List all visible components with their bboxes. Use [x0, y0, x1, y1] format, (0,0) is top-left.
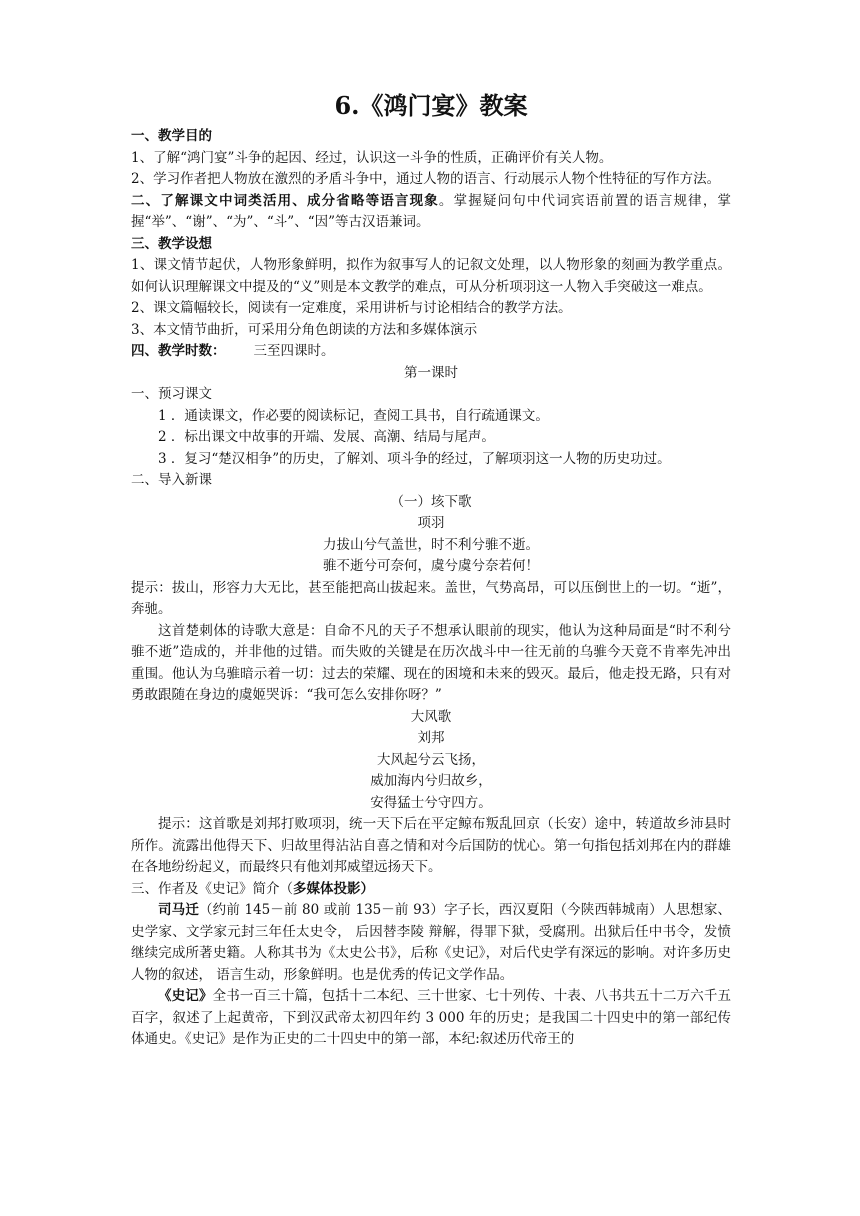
paragraph — [131, 900, 731, 986]
document-title: 6.《鸿门宴》教案 — [334, 91, 528, 120]
poem-line: 安得猛士兮守四方。 — [370, 794, 492, 811]
book-text: 全书一百三十篇，包括十二本纪、三十世家、七十列传、十表、八书共五十二万六千五百字，叙述了上起黄帝，下到汉武帝太初四年约 3 000 年的历史；是我国二十四史中的第一部纪传体通史。《史记》是作为正史的二十四史中的第一部，本纪:叙述历代帝王的 — [131, 988, 732, 1047]
list-item: 2 ．标出课文中故事的开端、发展、高潮、结局与尾声。 — [158, 429, 495, 445]
poem-line: 力拔山兮气盖世，时不利兮骓不逝。 — [323, 536, 539, 553]
poem-title: 大风歌 — [410, 708, 452, 725]
section-heading: 三、教学设想 — [131, 235, 212, 252]
paragraph — [131, 341, 731, 363]
book-name: 《史记》 — [158, 988, 213, 1004]
paragraph: 3、本文情节曲折，可采用分角色朗读的方法和多媒体演示 — [131, 321, 478, 338]
section-heading: 二、了解课文中词类活用、成分省略等语言现象 — [131, 192, 439, 209]
poem-line: 骓不逝兮可奈何，虞兮虞兮奈若何！ — [323, 558, 539, 574]
paragraph — [131, 986, 731, 1051]
section-text: 三至四课时。 — [253, 343, 335, 359]
section-heading: 一、教学目的 — [131, 128, 212, 144]
subsection-heading — [131, 879, 731, 901]
list-item: 3 ．复习“楚汉相争”的历史，了解刘、项斗争的经过，了解项羽这一人物的历史功过。 — [158, 450, 671, 467]
list-item: 1 ．通读课文，作必要的阅读标记，查阅工具书，自行疏通课文。 — [158, 407, 549, 424]
author-text: （约前 145－前 80 或前 135－前 93）字子长，西汉夏阳（今陕西韩城南）人思想家、史学家、文学家元封三年任太史令， 后因替李陵 辩解，得罪下狱，受腐刑。出狱后任中书令，发愤继续完成所著史籍。人称其书为《太史公书》，后称《史记》，对后代史学有深远的影响。对许多历史人物的叙述， 语言生动，形象鲜明。也是优秀的传记文学作品。 — [131, 902, 731, 983]
poem-line: 大风起兮云飞扬， — [377, 751, 485, 768]
poem-line: 威加海内兮归故乡， — [370, 773, 492, 789]
subsection-heading-text: 三、作者及《史记》简介（ — [131, 880, 293, 897]
section-text: 。掌握疑问句中代词宾语前置的语言规律，掌握“举”、“谢”、“为”、“斗”、“因”等古汉语兼词。 — [131, 192, 732, 230]
hint-paragraph: 提示：拔山，形容力大无比，甚至能把高山拔起来。盖世，气势高昂，可以压倒世上的一切。“逝”，奔驰。 — [131, 579, 731, 617]
poem-author: 刘邦 — [417, 730, 445, 746]
paragraph: 这首楚刺体的诗歌大意是：自命不凡的天子不想承认眼前的现实，他认为这种局面是“时不利兮骓不逝”造成的，并非他的过错。而失败的关键是在历次战斗中一往无前的乌骓今天竟不肯率先冲出重围。他认为乌骓暗示着一切：过去的荣耀、现在的困境和未来的毁灭。最后，他走投无路，只有对勇敢跟随在身边的虞姬哭诉：“我可怎么安排你呀？” — [131, 622, 731, 703]
section-heading: 四、教学时数： — [131, 343, 226, 359]
hint-paragraph: 提示：这首歌是刘邦打败项羽，统一天下后在平定鲸布叛乱回京（长安）途中，转道故乡沛县时所作。流露出他得天下、归故里得沾沾自喜之情和对今后国防的忧心。第一句指包括刘邦在内的群雄在各地纷纷起义，而最终只有他刘邦威望远扬天下。 — [131, 816, 731, 875]
paragraph — [131, 191, 731, 234]
poem-title: （一）垓下歌 — [390, 493, 472, 510]
paragraph: 1、课文情节起伏，人物形象鲜明，拟作为叙事写人的记叙文处理，以人物形象的刻画为教学重点。如何认识理解课文中提及的“义”则是本文教学的难点，可从分析项羽这一人物入手突破这一难点。 — [131, 257, 731, 295]
paragraph: 2、学习作者把人物放在激烈的矛盾斗争中，通过人物的语言、行动展示人物个性特征的写作方法。 — [131, 171, 721, 187]
poem-author: 项羽 — [417, 515, 445, 531]
author-name: 司马迁 — [158, 902, 200, 918]
document-page — [131, 90, 731, 1051]
lesson-title: 第一课时 — [404, 364, 458, 381]
subsection-heading: 一、预习课文 — [131, 386, 212, 402]
subsection-heading-note: 多媒体投影） — [293, 880, 374, 897]
paragraph: 1、了解“鸿门宴”斗争的起因、经过，认识这一斗争的性质，正确评价有关人物。 — [131, 149, 613, 166]
subsection-heading: 二、导入新课 — [131, 472, 212, 488]
paragraph: 2、课文篇幅较长，阅读有一定难度，采用讲析与讨论相结合的教学方法。 — [131, 300, 572, 316]
